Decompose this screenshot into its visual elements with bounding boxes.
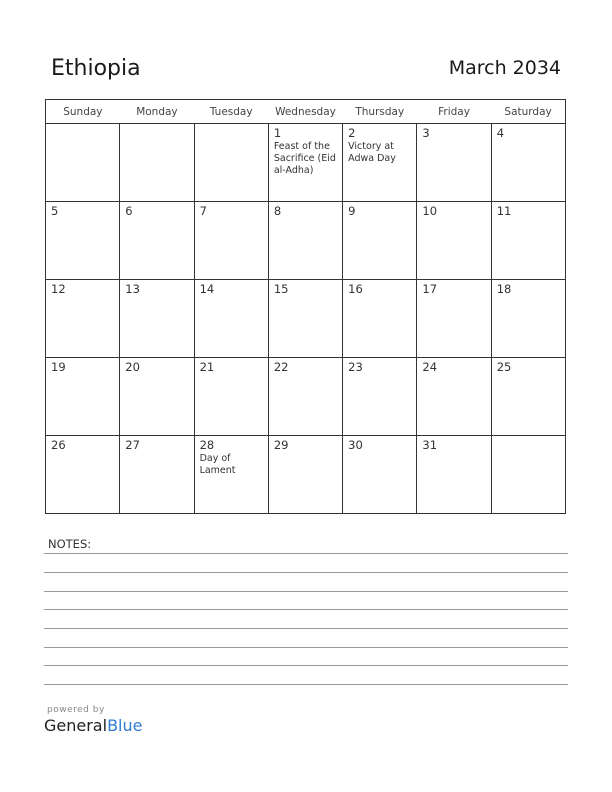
week-row bbox=[46, 436, 566, 514]
day-number: 5 bbox=[51, 204, 59, 218]
day-cell[interactable] bbox=[417, 202, 491, 280]
day-number: 11 bbox=[496, 204, 512, 218]
day-cell[interactable] bbox=[46, 202, 120, 280]
day-number: 1 bbox=[273, 126, 282, 140]
day-number: 10 bbox=[422, 204, 438, 218]
weekday-header: Thursday bbox=[343, 100, 417, 124]
notes-line bbox=[44, 684, 568, 685]
holiday-label: Day of Lament bbox=[199, 453, 236, 476]
calendar-grid bbox=[45, 99, 566, 514]
day-cell[interactable] bbox=[343, 202, 417, 280]
day-cell[interactable] bbox=[343, 436, 417, 514]
weekday-header-row bbox=[46, 100, 566, 124]
day-cell[interactable] bbox=[268, 280, 342, 358]
brand-blue: Blue bbox=[107, 716, 143, 735]
day-number: 19 bbox=[51, 360, 66, 374]
day-number: 15 bbox=[273, 282, 289, 296]
day-cell[interactable] bbox=[417, 124, 491, 202]
empty-day-cell bbox=[491, 436, 565, 514]
notes-label: NOTES: bbox=[48, 537, 92, 551]
day-number: 17 bbox=[422, 282, 438, 296]
day-cell[interactable] bbox=[491, 358, 565, 436]
day-number: 31 bbox=[422, 438, 438, 452]
day-number: 4 bbox=[496, 126, 505, 140]
day-cell[interactable] bbox=[194, 280, 268, 358]
day-cell[interactable] bbox=[120, 358, 194, 436]
month-year-title: March 2034 bbox=[448, 57, 561, 79]
day-cell[interactable] bbox=[46, 436, 120, 514]
day-cell[interactable] bbox=[194, 202, 268, 280]
holiday-label: Feast of the Sacrifice (Eid al-Adha) bbox=[273, 141, 336, 176]
powered-by-text: powered by bbox=[47, 705, 105, 715]
day-cell[interactable] bbox=[343, 358, 417, 436]
day-number: 28 bbox=[199, 438, 215, 452]
day-number: 27 bbox=[125, 438, 140, 452]
day-cell[interactable] bbox=[417, 280, 491, 358]
day-number: 18 bbox=[496, 282, 512, 296]
day-number: 25 bbox=[496, 360, 512, 374]
generalblue-logo[interactable] bbox=[44, 716, 142, 735]
notes-line bbox=[44, 553, 568, 554]
notes-line bbox=[44, 572, 568, 573]
day-cell[interactable] bbox=[120, 436, 194, 514]
notes-line bbox=[44, 628, 568, 629]
week-row bbox=[46, 202, 566, 280]
day-number: 30 bbox=[348, 438, 363, 452]
day-number: 3 bbox=[422, 126, 430, 140]
day-cell[interactable] bbox=[268, 358, 342, 436]
day-cell[interactable] bbox=[491, 124, 565, 202]
day-number: 6 bbox=[125, 204, 133, 218]
day-cell[interactable] bbox=[194, 358, 268, 436]
day-number: 21 bbox=[199, 360, 215, 374]
day-cell[interactable] bbox=[268, 202, 342, 280]
day-cell[interactable] bbox=[417, 358, 491, 436]
day-cell[interactable] bbox=[120, 280, 194, 358]
week-row bbox=[46, 280, 566, 358]
weekday-header: Friday bbox=[417, 100, 491, 124]
empty-day-cell bbox=[120, 124, 194, 202]
holiday-label: Victory at Adwa Day bbox=[348, 141, 396, 164]
day-number: 26 bbox=[51, 438, 66, 452]
day-cell[interactable] bbox=[491, 202, 565, 280]
day-cell[interactable] bbox=[194, 436, 268, 514]
day-cell[interactable] bbox=[46, 358, 120, 436]
day-cell[interactable] bbox=[46, 280, 120, 358]
weekday-header: Sunday bbox=[46, 100, 120, 124]
country-title: Ethiopia bbox=[51, 56, 141, 81]
day-cell[interactable] bbox=[343, 124, 417, 202]
empty-day-cell bbox=[46, 124, 120, 202]
day-number: 24 bbox=[422, 360, 438, 374]
weekday-header: Saturday bbox=[491, 100, 565, 124]
notes-line bbox=[44, 591, 568, 592]
notes-line bbox=[44, 665, 568, 666]
weekday-header: Tuesday bbox=[194, 100, 268, 124]
day-number: 20 bbox=[125, 360, 140, 374]
day-number: 14 bbox=[199, 282, 215, 296]
day-cell[interactable] bbox=[343, 280, 417, 358]
notes-line bbox=[44, 647, 568, 648]
weekday-header: Monday bbox=[120, 100, 194, 124]
day-cell[interactable] bbox=[120, 202, 194, 280]
day-number: 12 bbox=[51, 282, 66, 296]
day-number: 29 bbox=[273, 438, 289, 452]
day-number: 16 bbox=[348, 282, 363, 296]
day-number: 13 bbox=[125, 282, 140, 296]
day-number: 9 bbox=[348, 204, 356, 218]
day-number: 7 bbox=[199, 204, 207, 218]
day-cell[interactable] bbox=[417, 436, 491, 514]
day-number: 23 bbox=[348, 360, 363, 374]
week-row bbox=[46, 358, 566, 436]
notes-line bbox=[44, 609, 568, 610]
week-row bbox=[46, 124, 566, 202]
day-cell[interactable] bbox=[491, 280, 565, 358]
weekday-header: Wednesday bbox=[268, 100, 342, 124]
day-number: 22 bbox=[273, 360, 289, 374]
brand-general: General bbox=[44, 716, 108, 735]
day-cell[interactable] bbox=[268, 436, 342, 514]
empty-day-cell bbox=[194, 124, 268, 202]
day-number: 2 bbox=[348, 126, 356, 140]
day-cell[interactable] bbox=[268, 124, 342, 202]
day-number: 8 bbox=[273, 204, 282, 218]
